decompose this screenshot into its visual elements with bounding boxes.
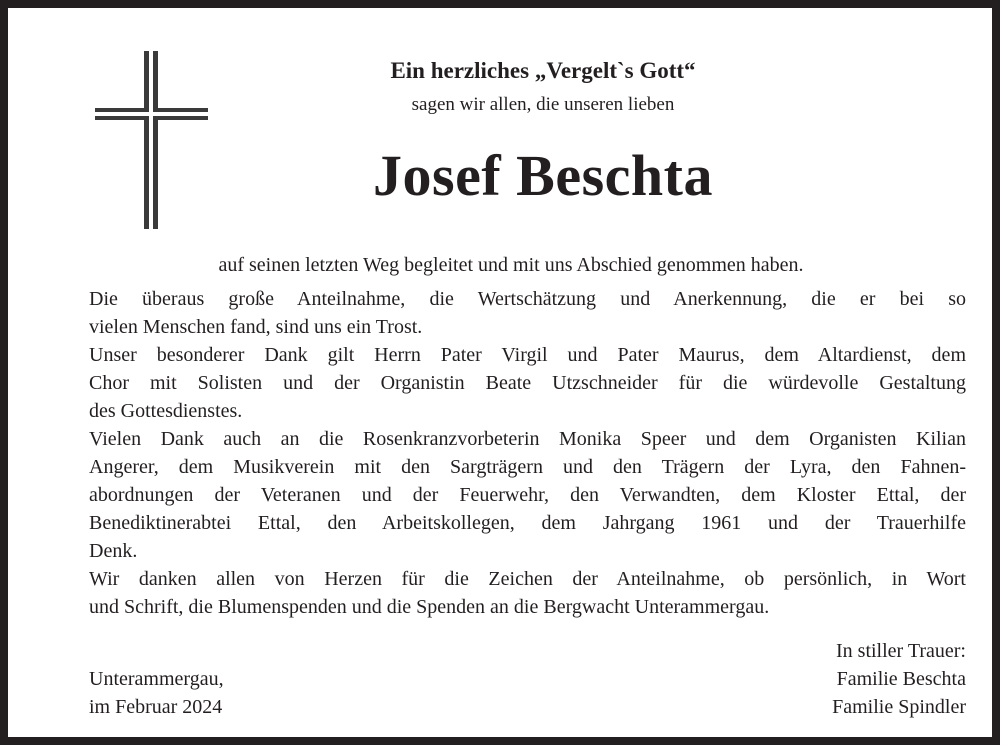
deceased-name: Josef Beschta [373,143,713,208]
signature [832,637,966,721]
family-spindler: Familie Spindler [832,696,966,718]
subtitle: sagen wir allen, die unseren lieben [411,94,675,115]
body-line: Chor mit Solisten und der Organistin Beate Utzschneider für die würdevolle Gestaltung [89,372,966,394]
intro-line: auf seinen letzten Weg begleitet und mit uns Abschied genommen haben. [218,254,804,276]
obituary-notice [8,8,992,737]
body-line: Vielen Dank auch an die Rosenkranzvorbeterin Monika Speer und dem Organisten Kilian [89,428,966,450]
body-text [89,285,966,621]
body-line: Wir danken allen von Herzen für die Zeichen der Anteilnahme, ob persönlich, in Wort [89,568,966,590]
body-line: Unser besonderer Dank gilt Herrn Pater Virgil und Pater Maurus, dem Altardienst, dem [89,344,966,366]
place: Unterammergau, [89,668,224,690]
body-line: abordnungen der Veteranen und der Feuerwehr, den Verwandten, dem Kloster Ettal, der [89,484,966,506]
body-line: vielen Menschen fand, sind uns ein Trost. [89,316,423,338]
thanks-heading: Ein herzliches „Vergelt`s Gott“ [390,58,696,83]
body-line: Denk. [89,540,138,562]
body-line: Die überaus große Anteilnahme, die Wertschätzung und Anerkennung, die er bei so [89,288,966,310]
date: im Februar 2024 [89,696,223,718]
family-beschta: Familie Beschta [836,668,966,690]
mourning-label: In stiller Trauer: [836,640,966,662]
body-line: Angerer, dem Musikverein mit den Sargträgern und den Trägern der Lyra, den Fahnen- [89,456,966,478]
body-line: Benediktinerabtei Ettal, den Arbeitskollegen, dem Jahrgang 1961 und der Trauerhilfe [89,512,966,534]
place-date [89,665,224,721]
body-line: und Schrift, die Blumenspenden und die Spenden an die Bergwacht Unterammergau. [89,596,770,618]
body-line: des Gottesdienstes. [89,400,243,422]
